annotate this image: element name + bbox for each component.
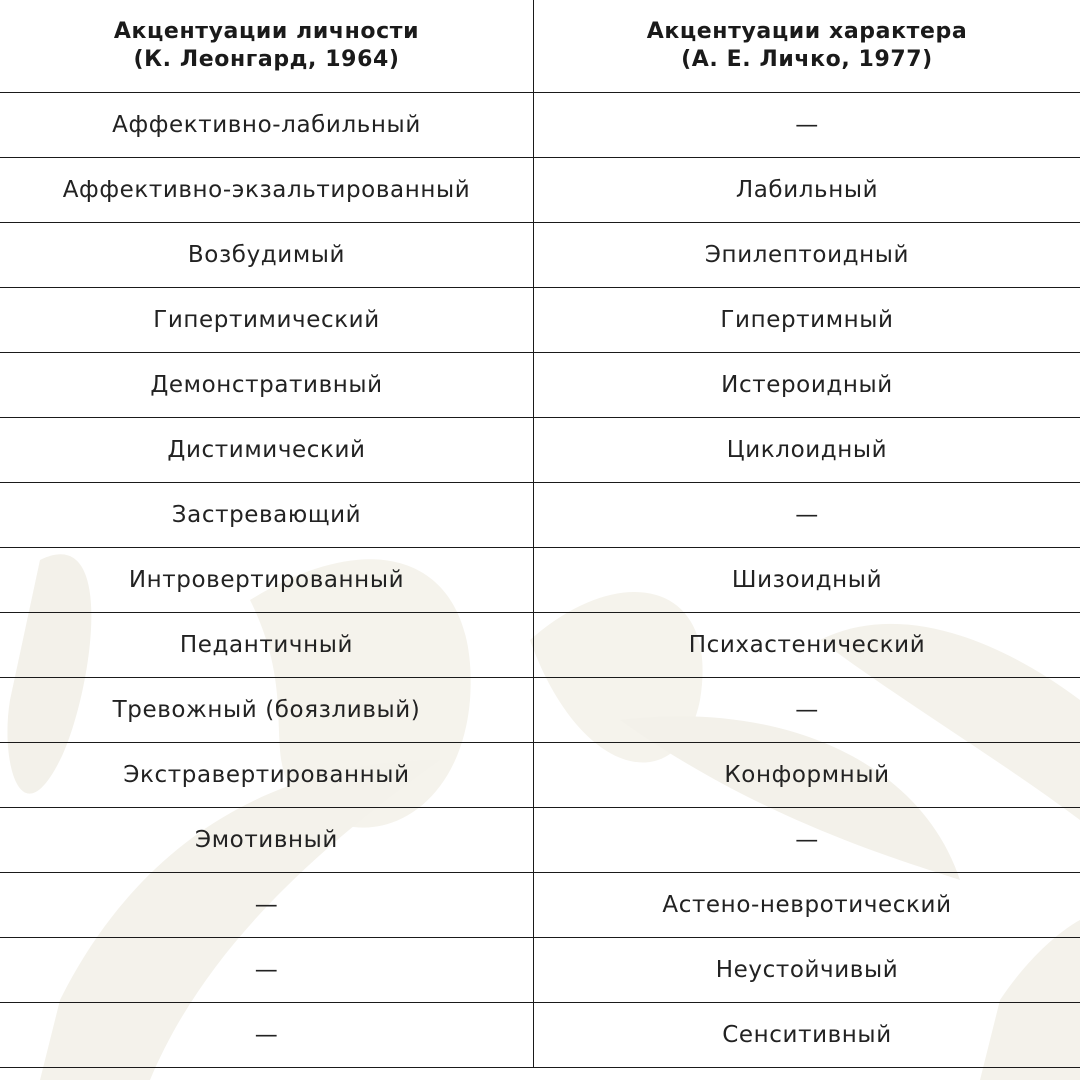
cell-lichko-type: Шизоидный — [534, 548, 1080, 613]
header-leonhard — [0, 0, 534, 93]
cell-lichko-type: Истероидный — [534, 353, 1080, 418]
table-row — [0, 548, 1080, 613]
table-row — [0, 613, 1080, 678]
cell-leonhard-type: Гипертимический — [0, 288, 534, 353]
cell-leonhard-type: Застревающий — [0, 483, 534, 548]
cell-lichko-type: — — [534, 808, 1080, 873]
table-row — [0, 938, 1080, 1003]
table-row — [0, 808, 1080, 873]
cell-lichko-type: — — [534, 93, 1080, 158]
cell-leonhard-type: — — [0, 938, 534, 1003]
cell-leonhard-type: Педантичный — [0, 613, 534, 678]
cell-leonhard-type: Интровертированный — [0, 548, 534, 613]
cell-lichko-type: — — [534, 678, 1080, 743]
cell-lichko-type: — — [534, 483, 1080, 548]
table-row — [0, 873, 1080, 938]
cell-leonhard-type: Тревожный (боязливый) — [0, 678, 534, 743]
cell-lichko-type: Эпилептоидный — [534, 223, 1080, 288]
table-row — [0, 418, 1080, 483]
cell-leonhard-type: Аффективно-экзальтированный — [0, 158, 534, 223]
table-row — [0, 353, 1080, 418]
table-row — [0, 743, 1080, 808]
table-header-row — [0, 0, 1080, 93]
cell-lichko-type: Сенситивный — [534, 1003, 1080, 1068]
cell-leonhard-type: — — [0, 873, 534, 938]
header-lichko — [534, 0, 1080, 93]
cell-lichko-type: Психастенический — [534, 613, 1080, 678]
table-row — [0, 223, 1080, 288]
header-lichko-source: (А. Е. Личко, 1977) — [681, 47, 933, 72]
table-row — [0, 1003, 1080, 1068]
header-leonhard-title: Акцентуации личности — [113, 19, 420, 44]
table-row — [0, 158, 1080, 223]
cell-lichko-type: Лабильный — [534, 158, 1080, 223]
header-leonhard-source: (К. Леонгард, 1964) — [133, 47, 400, 72]
table-row — [0, 93, 1080, 158]
cell-leonhard-type: Возбудимый — [0, 223, 534, 288]
cell-lichko-type: Гипертимный — [534, 288, 1080, 353]
cell-leonhard-type: Эмотивный — [0, 808, 534, 873]
cell-lichko-type: Конформный — [534, 743, 1080, 808]
cell-leonhard-type: Аффективно-лабильный — [0, 93, 534, 158]
cell-lichko-type: Неустойчивый — [534, 938, 1080, 1003]
cell-leonhard-type: Экстравертированный — [0, 743, 534, 808]
table-row — [0, 678, 1080, 743]
cell-leonhard-type: Дистимический — [0, 418, 534, 483]
table-row — [0, 288, 1080, 353]
cell-lichko-type: Астено-невротический — [534, 873, 1080, 938]
cell-leonhard-type: Демонстративный — [0, 353, 534, 418]
header-lichko-title: Акцентуации характера — [646, 19, 968, 44]
cell-lichko-type: Циклоидный — [534, 418, 1080, 483]
table-row — [0, 483, 1080, 548]
cell-leonhard-type: — — [0, 1003, 534, 1068]
